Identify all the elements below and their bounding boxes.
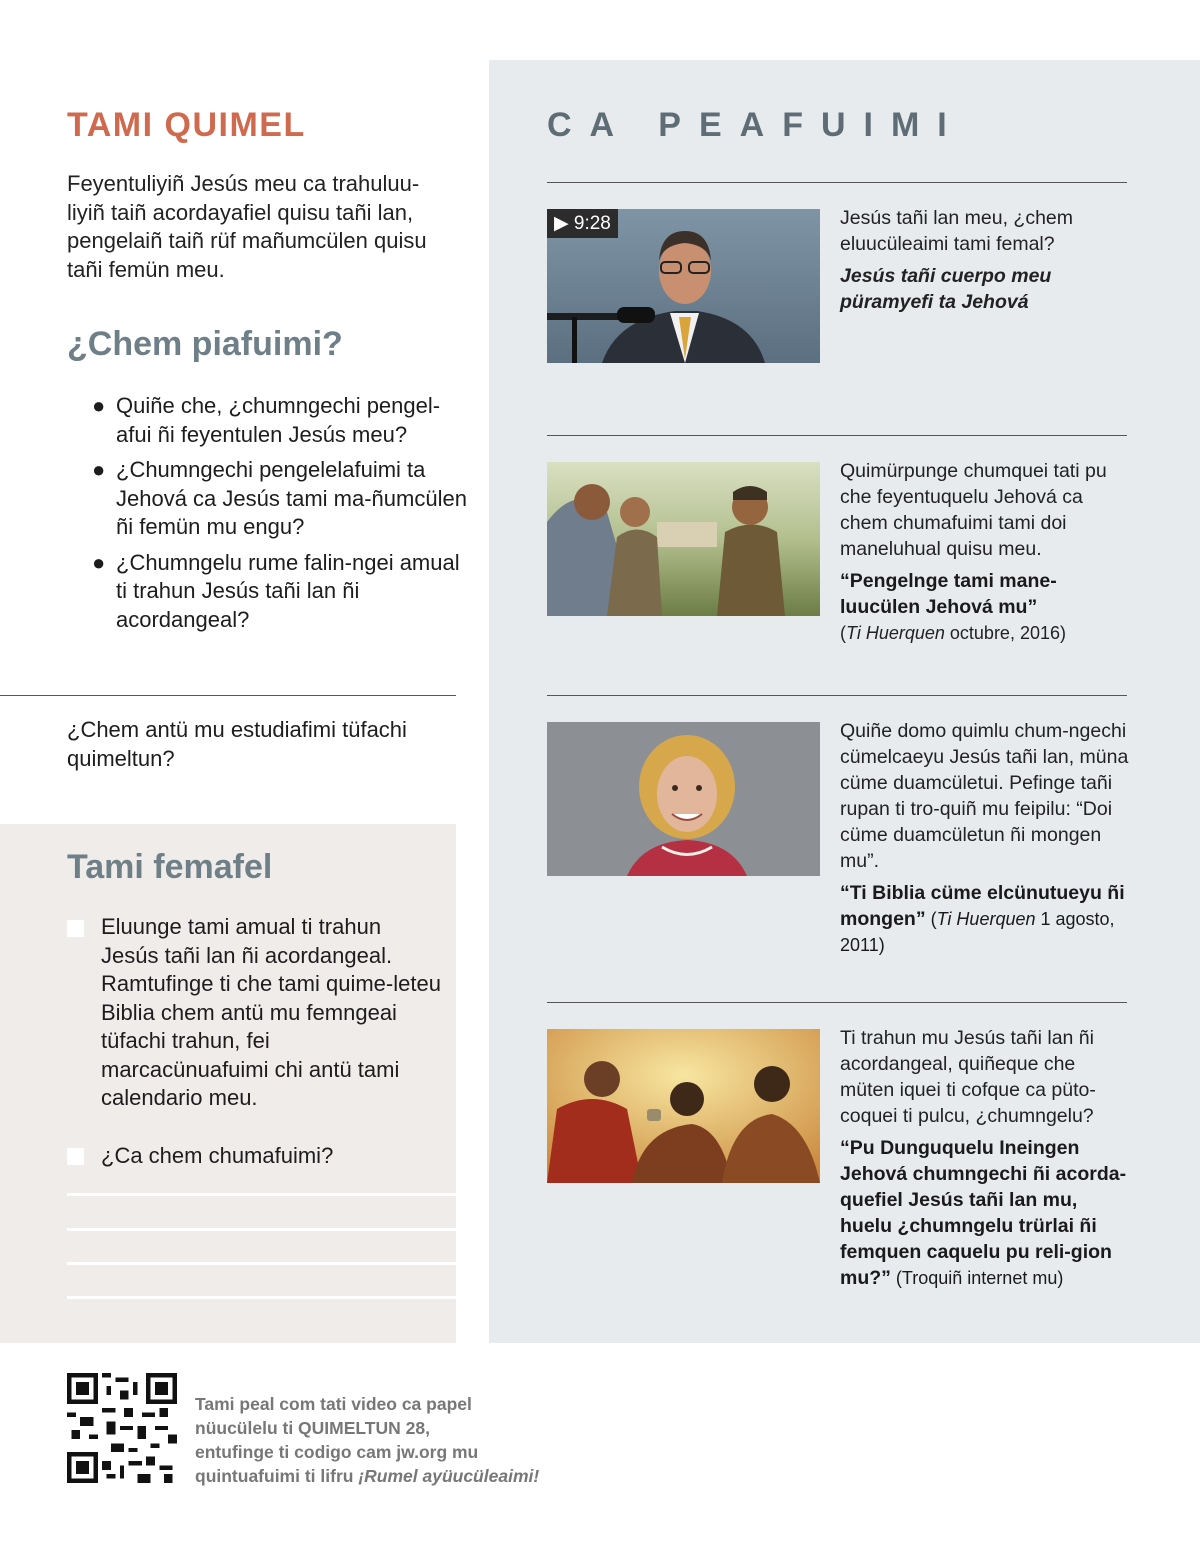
- divider: [0, 695, 456, 696]
- qr-code-icon[interactable]: [67, 1373, 177, 1483]
- article-image: [547, 1029, 820, 1183]
- goal-checkbox[interactable]: [67, 1148, 84, 1165]
- video-duration-badge: ▶ 9:28: [547, 209, 618, 238]
- reference-item: [840, 1025, 1130, 1291]
- goal-heading: Tami femafel: [67, 848, 273, 886]
- book-title[interactable]: ¡Rumel ayüucüleaimi!: [358, 1466, 540, 1486]
- divider: [547, 182, 1127, 183]
- woman-portrait-image: [547, 722, 820, 876]
- reference-item: [840, 718, 1130, 958]
- reference-link[interactable]: “Pu Dunguquelu Ineingen Jehová chumngechi ñi acorda-quefiel Jesús tañi lan mu, huelu ¿chumngelu trürlai ñi femquen caquelu pu reli-gion mu?”: [840, 1137, 1127, 1289]
- goal-item-text: ¿Ca chem chumafuimi?: [101, 1143, 334, 1168]
- reference-link[interactable]: “Pengelnge tami mane-luucülen Jehová mu”: [840, 570, 1057, 618]
- reference-description: Jesús tañi lan meu, ¿chem eluucüleaimi tami femal?: [840, 207, 1074, 255]
- bullet-icon: ●: [92, 393, 106, 418]
- questions-list: [92, 392, 472, 641]
- list-item: ● ¿Chumngechi pengelelafuimi ta Jehová ca Jesús tami ma-ñumcülen ñi femün mu engu?: [92, 457, 467, 539]
- divider: [547, 695, 1127, 696]
- footer-note: Tami peal com tati video ca papel nüucülelu ti QUIMELTUN 28, entufinge ti codigo cam jw.org mu quintuafuimi ti lifru ¡Rumel ayüucüleaimi!: [195, 1394, 540, 1486]
- section-heading: TAMI QUIMEL: [67, 106, 306, 144]
- list-item: ● Quiñe che, ¿chumngechi pengel-afui ñi feyentulen Jesús meu?: [92, 393, 441, 447]
- article-image: [547, 462, 820, 616]
- video-thumbnail[interactable]: [547, 209, 820, 363]
- writing-line[interactable]: [67, 1262, 456, 1265]
- reference-link-block: [840, 880, 1130, 958]
- list-item: ● ¿Chumngelu rume falin-ngei amual ti trahun Jesús tañi lan ñi acordangeal?: [92, 549, 460, 632]
- reference-description: Ti trahun mu Jesús tañi lan ñi acordangeal, quiñeque che müten iquei ti cofque ca püto-coquei ti pulcu, ¿chumngelu?: [840, 1027, 1096, 1127]
- divider: [547, 1002, 1127, 1003]
- divider: [547, 435, 1127, 436]
- goal-checkbox[interactable]: [67, 920, 84, 937]
- bullet-icon: ●: [92, 457, 106, 482]
- article-image: [547, 722, 820, 876]
- reference-link-block: [840, 1135, 1130, 1291]
- study-date-question: ¿Chem antü mu estudiafimi tüfachi quimeltun?: [67, 717, 407, 771]
- reference-item: [840, 205, 1130, 315]
- reference-item: [840, 458, 1130, 646]
- reference-link[interactable]: “Ti Biblia cüme elcünutueyu ñi mongen”: [840, 882, 1125, 930]
- reference-description: Quimürpunge chumquei tati pu che feyentuquelu Jehová ca chem chumafuimi tami doi maneluhual quisu meu.: [840, 460, 1107, 560]
- reference-source: (Ti Huerquen octubre, 2016): [840, 623, 1066, 643]
- reference-link[interactable]: Jesús tañi cuerpo meu püramyefi ta Jehová: [840, 265, 1052, 313]
- reference-source: (Troquiñ internet mu): [890, 1268, 1064, 1288]
- reference-description: Quiñe domo quimlu chum-ngechi cümelcaeyu Jesús tañi lan, müna cüme duamcületui. Pefinge tañi rupan ti tro-quiñ mu feipilu: “Doi cüme duamcületun ñi mongen mu”.: [840, 720, 1129, 872]
- illustration-image: [547, 462, 820, 616]
- last-supper-image: [547, 1029, 820, 1183]
- questions-heading: ¿Chem piafuimi?: [67, 325, 343, 363]
- writing-line[interactable]: [67, 1228, 456, 1231]
- reference-source: (Ti Huerquen 1 agosto, 2011): [840, 909, 1115, 955]
- intro-paragraph: Feyentuliyiñ Jesús meu ca trahuluu-liyiñ taiñ acordayafiel quisu tañi lan, pengelaiñ taiñ rüf mañumcülen quisu tañi femün meu.: [67, 171, 427, 282]
- further-reading-heading: CA PEAFUIMI: [547, 106, 965, 144]
- writing-line[interactable]: [67, 1296, 456, 1299]
- bullet-icon: ●: [92, 549, 106, 575]
- goal-item-text: Eluunge tami amual ti trahun Jesús tañi lan ñi acordangeal. Ramtufinge ti che tami quime-leteu Biblia chem antü mu femngeai tüfachi trahun, fei marcacünuafuimi chi antü tami calendario meu.: [101, 914, 441, 1110]
- writing-line[interactable]: [67, 1193, 456, 1196]
